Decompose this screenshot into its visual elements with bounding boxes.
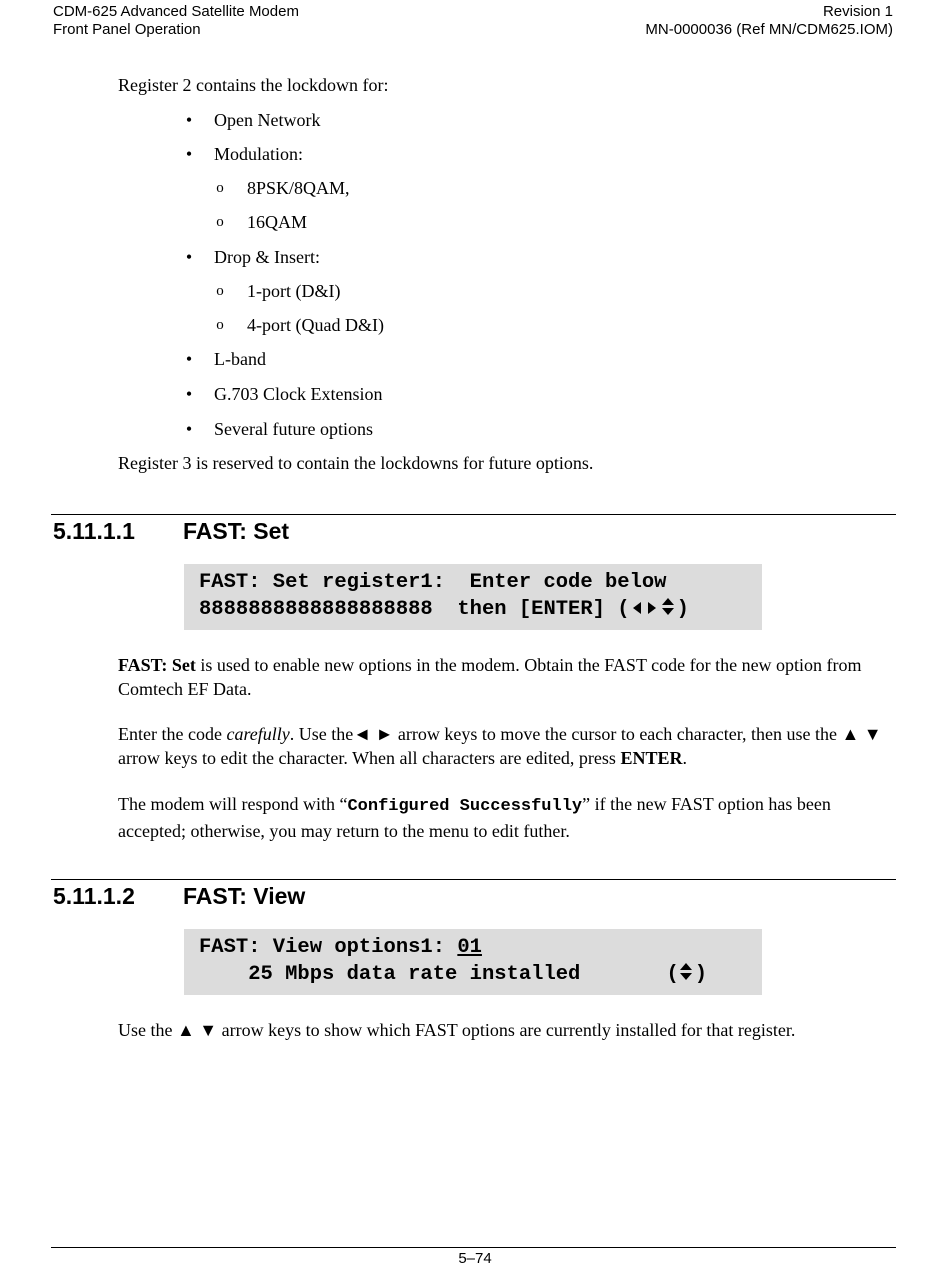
section-number: 5.11.1.1 (53, 518, 135, 544)
sub-bullet-icon: o (216, 283, 224, 299)
lcd-line: FAST: View options1: 01 (199, 936, 482, 959)
bullet-icon: • (185, 419, 193, 439)
doc-title: CDM-625 Advanced Satellite Modem (53, 3, 299, 20)
arrow-left-icon (632, 601, 642, 615)
header-left (53, 3, 299, 39)
sub-bullet-icon: o (216, 317, 224, 333)
section-number: 5.11.1.2 (53, 883, 135, 909)
option-number: 01 (457, 936, 482, 959)
bullet-icon: • (185, 384, 193, 404)
sub-bullet-icon: o (216, 180, 224, 196)
doc-chapter: Front Panel Operation (53, 21, 201, 38)
bullet-icon: • (185, 349, 193, 369)
arrow-right-icon (647, 601, 657, 615)
bullet-icon: • (185, 110, 193, 130)
fast-set-description: FAST: Set is used to enable new options in the modem. Obtain the FAST code for the new option from Comtech EF Data. (118, 655, 862, 699)
doc-revision: Revision 1 (822, 3, 893, 20)
section-divider (51, 879, 896, 880)
sub-bullet-icon: o (216, 214, 224, 230)
page-number: 5–74 (458, 1250, 492, 1267)
lcd-line: FAST: Set register1: Enter code below (199, 571, 667, 594)
fast-view-instructions: Use the ▲ ▼ arrow keys to show which FAST options are currently installed for that register. (118, 1020, 796, 1040)
footer-divider (51, 1247, 896, 1248)
fast-set-response: The modem will respond with “Configured Successfully” if the new FAST option has been accepted; otherwise, you may return to the menu to edit futher. (118, 794, 831, 841)
bullet-icon: • (185, 247, 193, 267)
doc-number: MN-0000036 (Ref MN/CDM625.IOM) (645, 21, 893, 38)
register3-note: Register 3 is reserved to contain the lockdowns for future options. (118, 453, 594, 473)
fast-set-instructions: Enter the code carefully. Use the◄ ► arrow keys to move the cursor to each character, then use the ▲ ▼ arrow keys to edit the character. When all characters are edited, press ENTER. (118, 724, 882, 768)
section-title: FAST: View (183, 883, 306, 909)
register2-intro: Register 2 contains the lockdown for: (118, 75, 389, 95)
lcd-line: 8888888888888888888 then [ENTER] ( ) (199, 598, 689, 621)
lcd-display-set (184, 564, 762, 630)
section-divider (51, 514, 896, 515)
up-down-arrows-icon (661, 598, 675, 616)
lcd-line: 25 Mbps data rate installed ( ) (199, 963, 708, 986)
bullet-icon: • (185, 144, 193, 164)
up-down-arrows-icon (679, 963, 693, 981)
header-right (645, 3, 893, 39)
lcd-display-view (184, 929, 762, 995)
section-title: FAST: Set (183, 518, 290, 544)
